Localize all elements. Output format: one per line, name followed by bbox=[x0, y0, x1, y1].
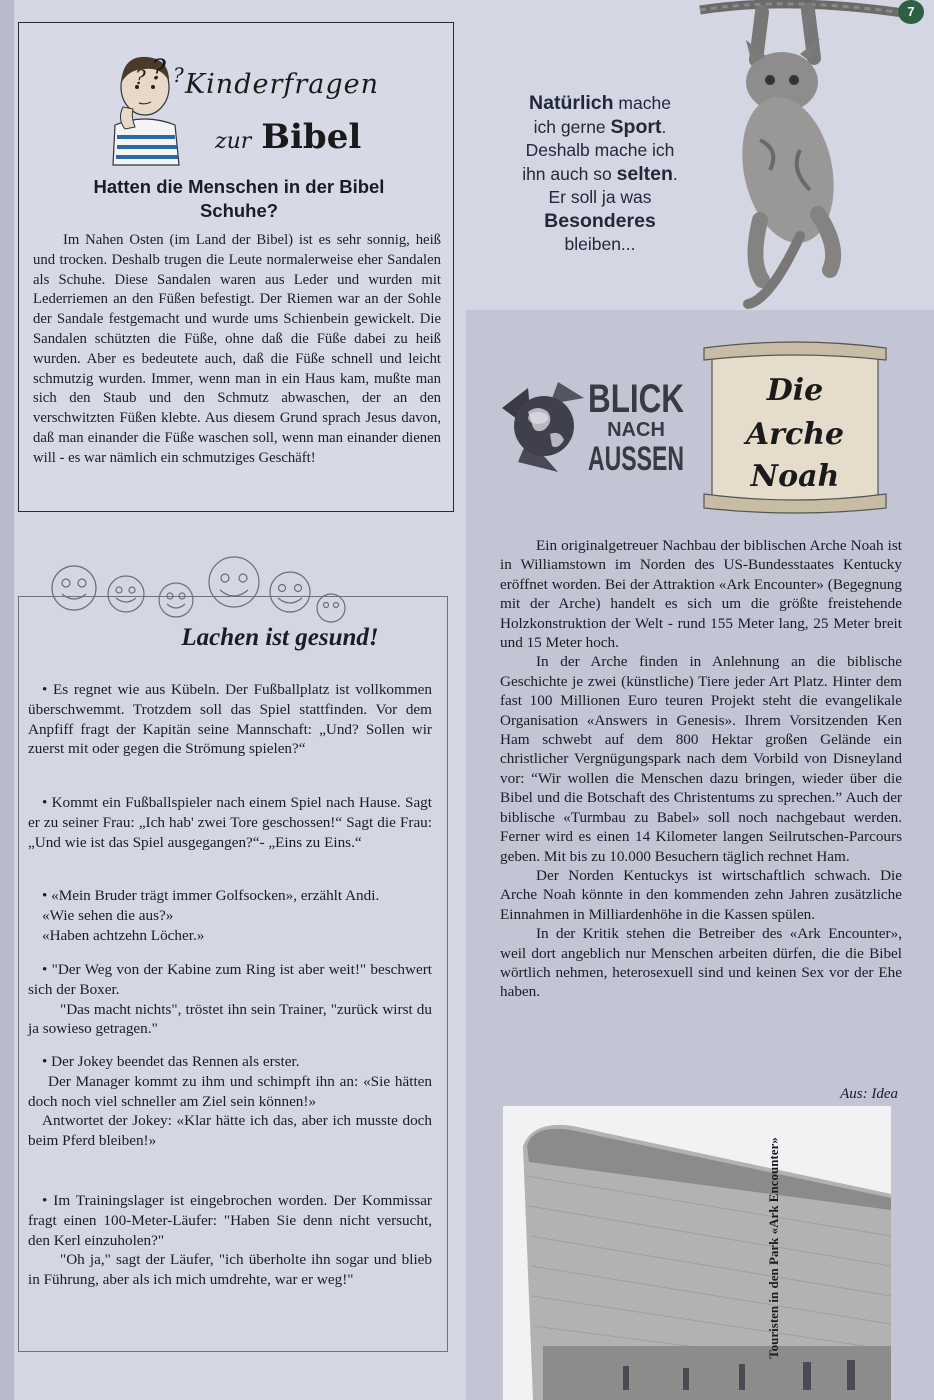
logo-blick-text: BLICK bbox=[588, 377, 685, 421]
kinderfragen-logo bbox=[105, 35, 395, 185]
article-paragraph: In der Arche finden in Anlehnung an die biblische Geschichte je zwei (künstliche) Tiere jeder Art Platz. Hinter dem fast 100 Millionen Euro teuren Projekt steht die evangelikale Organisation «Answers in Genesis». Ihrem Vorsitzenden Ken Ham schwebt auf dem 800 Hektar großen Gelände ein christlicher Vergnügungspark nach dem Vorbild von Disneyland vor: “Wir wollen die Menschen dazu bringen, wieder über die Bibel und die Botschaft des Christentums zu sprechen.” Auch der biblische «Turmbau zu Babel» soll noch nachgebaut werden. Ferner wird es einen 14 Kilometer langen Seilrutschen-Parcours geben. Mit bis zu 10.000 Besuchern täglich rechnet Ham. bbox=[500, 653, 902, 865]
quote-text: ich gerne bbox=[533, 116, 611, 137]
quote-text: Deshalb mache ich bbox=[525, 140, 675, 160]
joke-text: • Kommt ein Fußballspieler nach einem Spiel nach Hause. Sagt er zu seiner Frau: „Ich hab' zwei Tore geschossen!“ Sagt die Frau: „Und wie ist das Spiel ausgegangen?“- „Eins zu Eins.“ bbox=[28, 794, 432, 851]
joke-item bbox=[28, 1052, 432, 1151]
joke-text: Der Manager kommt zu ihm und schimpft ihn an: «Sie hätten doch noch viel schneller am Ziel sein können!» bbox=[28, 1072, 432, 1110]
kinderfragen-box bbox=[18, 22, 454, 512]
cat-quote bbox=[500, 92, 700, 257]
quote-bold: Sport bbox=[610, 115, 662, 138]
article-paragraph: Ein originalgetreuer Nachbau der biblischen Arche Noah ist in Williamstown im Norden des US-Bundesstaates Kentucky eröffnet worden. Bei der Attraktion «Ark Encounter» (Begegnung mit der Arche) handelt es sich um die größte freistehende Holzkonstruktion der Welt - rund 155 Meter lang, 25 Meter breit und 15 Meter hoch. bbox=[500, 537, 902, 652]
page-edge bbox=[0, 0, 14, 1400]
question-mark: ? bbox=[173, 63, 184, 87]
joke-text: "Oh ja," sagt der Läufer, "ich überholte ihn sogar und blieb in Führung, aber als ich mich umdrehte, war er weg!" bbox=[28, 1251, 432, 1289]
jokes-title: Lachen ist gesund! bbox=[181, 624, 379, 651]
joke-text: • "Der Weg von der Kabine zum Ring ist aber weit!" beschwert sich der Boxer. bbox=[28, 961, 432, 998]
page-number-badge: 7 bbox=[898, 0, 924, 24]
scroll-arche-text: Arche bbox=[745, 417, 845, 452]
article-source: Aus: Idea bbox=[840, 1086, 898, 1102]
photo-caption: Touristen in den Park «Ark Encounter» bbox=[766, 1137, 781, 1359]
arche-article-body bbox=[500, 536, 902, 1002]
quote-text: . bbox=[672, 163, 678, 184]
scroll-noah-text: Noah bbox=[750, 459, 840, 494]
logo-bibel-text: Bibel bbox=[261, 117, 362, 157]
logo-nach-text: NACH bbox=[607, 419, 665, 441]
scroll-die-text: Die bbox=[766, 373, 824, 408]
kinderfragen-text: Im Nahen Osten (im Land der Bibel) ist es sehr sonnig, heiß und trocken. Deshalb trugen die Leute normalerweise eher Sandalen als Schuhe. Diese Sandalen waren aus Leder und wurden mit Lederriemen an den Füßen befestigt. Der Riemen war an der Sohle der Sandale festgemacht und wurde ums Schienbein gewickelt. Die Sandalen schützten die Füße, ohne daß die Füße dabei zu heiß wurden. Aber es bedeutete auch, daß die Füße schnell und leicht schmutzig wurden. Immer, wenn man in ein Haus kam, mußte man sich den Staub und den Schmutz abwaschen, der an den verschwitzten Füßen klebte. Aus diesem Grund sprach Jesus davon, daß man einander die Füße waschen soll, wenn man einander dienen will - es war nämlich ein schmutziges Geschäft! bbox=[33, 232, 441, 466]
joke-text: «Haben achtzehn Löcher.» bbox=[42, 926, 205, 944]
joke-text: • Es regnet wie aus Kübeln. Der Fußballplatz ist vollkommen überschwemmt. Trotzdem soll das Spiel stattfinden. Vor dem Anpfiff fragt der Kapitän seine Mannschaft: „Und? Sollen wir zuerst mit oder gegen die Strömung spielen?“ bbox=[28, 681, 432, 758]
joke-item bbox=[28, 1191, 432, 1290]
question-mark: ? bbox=[135, 65, 146, 89]
logo-aussen-text: AUSSEN bbox=[588, 440, 684, 478]
joke-text: «Wie sehen die aus?» bbox=[42, 906, 174, 924]
article-paragraph: Der Norden Kentuckys ist wirtschaftlich schwach. Die Arche Noah könnte in den kommenden zehn Jahren zusätzliche Einnahmen in Milliardenhöhe in die Kassen spülen. bbox=[500, 866, 902, 923]
quote-text: bleiben... bbox=[564, 234, 636, 254]
joke-text: "Das macht nichts", tröstet ihn sein Trainer, "zurück wirst du ja sowieso getragen." bbox=[28, 1000, 432, 1038]
quote-text: . bbox=[661, 116, 667, 137]
quote-bold: Natürlich bbox=[529, 92, 614, 114]
joke-item bbox=[28, 960, 432, 1039]
joke-text: Antwortet der Jokey: «Klar hätte ich das, aber ich musste doch beim Pferd bleiben!» bbox=[28, 1112, 432, 1150]
blick-nach-aussen-logo bbox=[498, 368, 698, 478]
logo-zur-bibel bbox=[215, 117, 361, 157]
quote-bold: Besonderes bbox=[544, 209, 656, 232]
hanging-kitten-illustration bbox=[690, 0, 920, 310]
question-mark: ? bbox=[151, 53, 167, 86]
joke-text: • «Mein Bruder trägt immer Golfsocken», erzählt Andi. bbox=[42, 887, 380, 904]
joke-item bbox=[28, 886, 432, 945]
quote-text: Er soll ja was bbox=[548, 187, 652, 207]
joke-text: • Der Jokey beendet das Rennen als erster. bbox=[42, 1053, 300, 1070]
ark-encounter-photo bbox=[503, 1106, 891, 1400]
quote-text: ihn auch so bbox=[522, 163, 617, 184]
joke-text: • Im Trainingslager ist eingebrochen worden. Der Kommissar fragt einen 100-Meter-Läufer: "Haben Sie denn nicht versucht, den Kerl einzuholen?" bbox=[28, 1192, 432, 1249]
quote-bold: selten bbox=[616, 162, 673, 185]
kinderfragen-heading: Hatten die Menschen in der Bibel Schuhe? bbox=[93, 176, 385, 221]
quote-text: mache bbox=[613, 93, 671, 113]
joke-item bbox=[28, 680, 432, 759]
logo-kinderfragen-text: Kinderfragen bbox=[185, 69, 380, 100]
article-paragraph: In der Kritik stehen die Betreiber des «Ark Encounter», weil dort angeblich nur Menschen arbeiten dürfen, die die Bibel wörtlich nehmen, heterosexuell sind und keinen Sex vor der Ehe haben. bbox=[500, 925, 902, 1001]
logo-zur-text: zur bbox=[215, 129, 252, 154]
arche-noah-scroll-banner bbox=[700, 338, 890, 516]
joke-item bbox=[28, 793, 432, 852]
